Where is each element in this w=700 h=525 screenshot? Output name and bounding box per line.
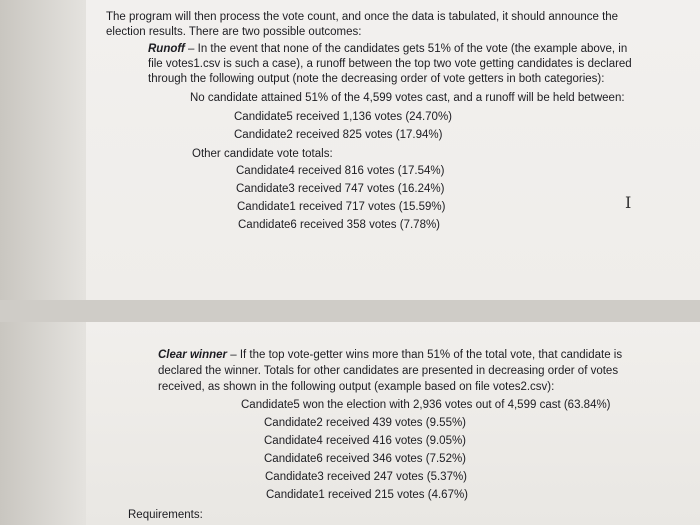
runoff-heading: Runoff [148,43,185,55]
winner-announcement: Candidate5 won the election with 2,936 votes out of 4,599 cast (63.84%) [241,399,611,411]
runoff-other-1: Candidate4 received 816 votes (17.54%) [236,165,445,177]
runoff-others-heading: Other candidate vote totals: [192,148,333,160]
page-break [0,300,700,322]
runoff-top-candidate-2: Candidate2 received 825 votes (17.94%) [234,129,443,141]
runoff-top-candidate-1: Candidate5 received 1,136 votes (24.70%) [234,111,453,123]
winner-line-3: received, as shown in the following output (example based on file votes2.csv): [158,381,555,393]
runoff-other-3: Candidate1 received 717 votes (15.59%) [237,201,446,213]
winner-other-3: Candidate6 received 346 votes (7.52%) [264,453,467,465]
text-cursor-icon: I [625,193,632,212]
requirements-heading: Requirements: [128,509,203,521]
runoff-line-2: file votes1.csv is such a case), a runoff between the top two vote getting candidates is declared [148,58,632,70]
winner-heading: Clear winner [158,349,228,361]
winner-line-2: declared the winner. Totals for other candidates are presented in decreasing order of votes [158,365,619,377]
winner-other-1: Candidate2 received 439 votes (9.55%) [264,417,467,429]
runoff-line-3: through the following output (note the decreasing order of vote getters in both categories): [148,73,605,85]
runoff-other-4: Candidate6 received 358 votes (7.78%) [238,219,441,231]
intro-line-1: The program will then process the vote count, and once the data is tabulated, it should announce the [106,11,619,23]
winner-other-4: Candidate3 received 247 votes (5.37%) [265,471,468,483]
winner-line-1-rest: – If the top vote-getter wins more than 51% of the total vote, that candidate is [227,349,623,361]
winner-other-2: Candidate4 received 416 votes (9.05%) [264,435,467,447]
intro-line-2: election results. There are two possible outcomes: [106,26,362,38]
winner-other-5: Candidate1 received 215 votes (4.67%) [266,489,469,501]
winner-line-1 [158,348,622,363]
runoff-line-1 [148,42,627,57]
runoff-other-2: Candidate3 received 747 votes (16.24%) [236,183,445,195]
runoff-line-1-rest: – In the event that none of the candidates gets 51% of the vote (the example above, in [184,43,628,55]
runoff-announcement: No candidate attained 51% of the 4,599 votes cast, and a runoff will be held between: [190,92,625,104]
